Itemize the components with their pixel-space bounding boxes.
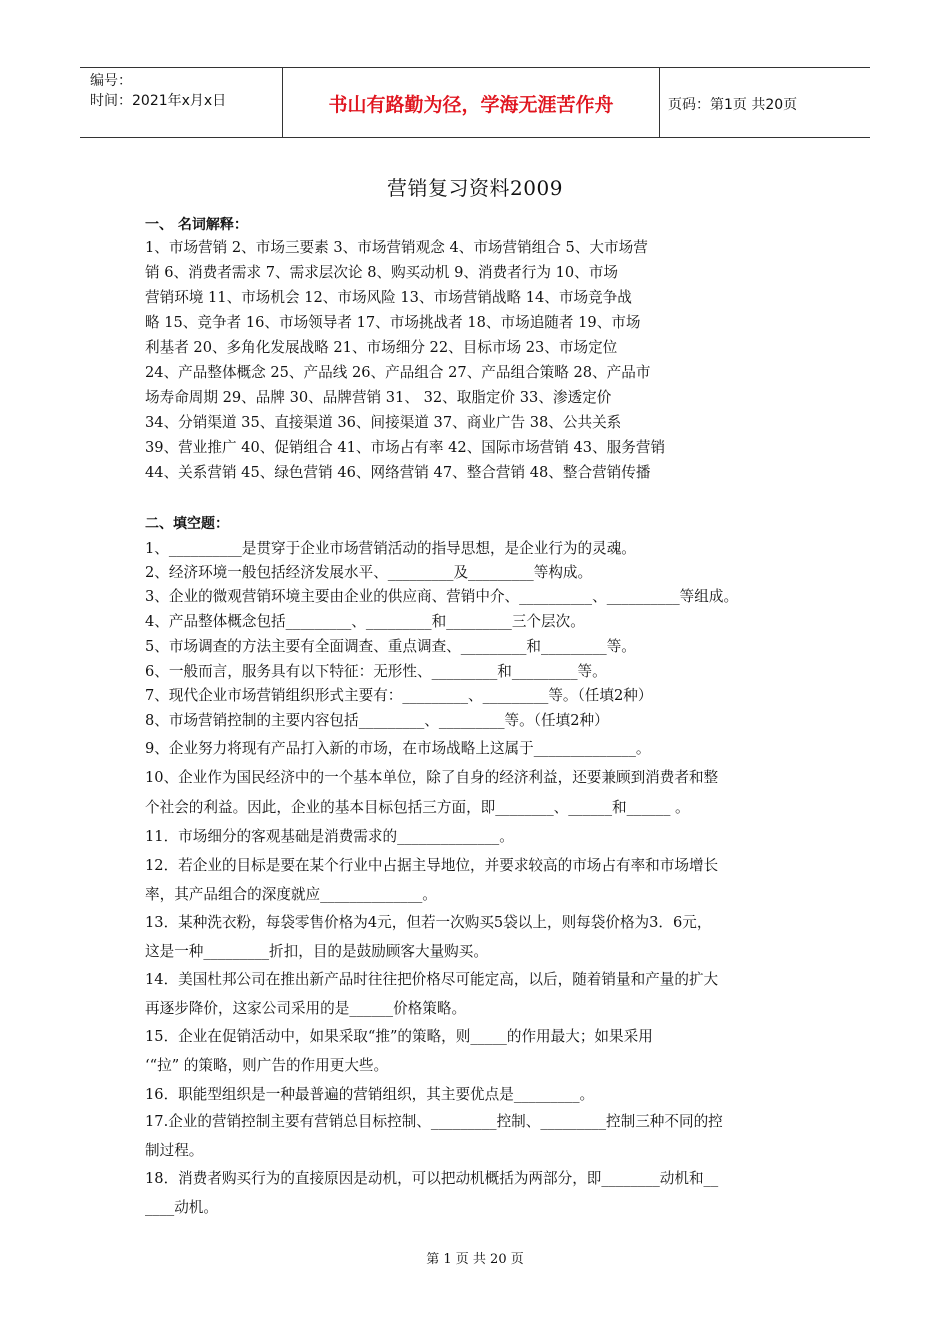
section2-line: 3、企业的微观营销环境主要由企业的供应商、营销中介、__________、__________等组成。 (145, 588, 739, 605)
page-label: 页码：第1页 共20页 (668, 97, 798, 113)
section2-line: 13．某种洗衣粉，每袋零售价格为4元，但若一次购买5袋以上，则每袋价格为3．6元， (145, 914, 712, 931)
header-table (80, 67, 870, 138)
section1-line: 44、关系营销 45、绿色营销 46、网络营销 47、整合营销 48、整合营销传播 (145, 464, 651, 481)
section1-line: 39、营业推广 40、促销组合 41、市场占有率 42、国际市场营销 43、服务营销 (145, 439, 666, 456)
serial-label: 编号： (90, 73, 132, 89)
section2-line: 8、市场营销控制的主要内容包括_________、_________等。（任填2种） (145, 712, 609, 729)
section2-line: ‘“拉” 的策略，则广告的作用更大些。 (145, 1057, 389, 1074)
section2-line: 率，其产品组合的深度就应______________。 (145, 886, 437, 903)
section1-line: 场寿命周期 29、品牌 30、品牌营销 31、 32、取脂定价 33、渗透定价 (145, 389, 612, 406)
header-meta-cell (80, 68, 280, 137)
section1-heading: 一、 名词解释： (145, 217, 248, 233)
section2-line: 再逐步降价，这家公司采用的是______价格策略。 (145, 1000, 467, 1017)
section2-line: 1、__________是贯穿于企业市场营销活动的指导思想，是企业行为的灵魂。 (145, 540, 636, 557)
section2-line: 7、现代企业市场营销组织形式主要有：_________、_________等。（任填2种） (145, 687, 653, 704)
section2-line: 5、市场调查的方法主要有全面调查、重点调查、_________和_________等。 (145, 638, 636, 655)
motto: 书山有路勤为径，学海无涯苦作舟 (328, 94, 614, 116)
header-page-cell (660, 68, 870, 137)
section1-line: 略 15、竞争者 16、市场领导者 17、市场挑战者 18、市场追随者 19、市场 (145, 314, 641, 331)
section2-line: 2、经济环境一般包括经济发展水平、_________及_________等构成。 (145, 564, 593, 581)
section2-line: 17.企业的营销控制主要有营销总目标控制、_________控制、_________控制三种不同的控 (145, 1113, 723, 1130)
section1-line: 销 6、消费者需求 7、需求层次论 8、购买动机 9、消费者行为 10、市场 (145, 264, 618, 281)
section2-line: ____动机。 (145, 1199, 218, 1216)
section1-line: 利基者 20、多角化发展战略 21、市场细分 22、目标市场 23、市场定位 (145, 339, 618, 356)
section1-line: 34、分销渠道 35、直接渠道 36、间接渠道 37、商业广告 38、公共关系 (145, 414, 622, 431)
section2-line: 18．消费者购买行为的直接原因是动机，可以把动机概括为两部分，即________动机和__ (145, 1170, 719, 1187)
section2-line: 11．市场细分的客观基础是消费需求的______________。 (145, 828, 514, 845)
section2-line: 12．若企业的目标是要在某个行业中占据主导地位，并要求较高的市场占有率和市场增长 (145, 857, 719, 874)
section2-line: 6、一般而言，服务具有以下特征：无形性、_________和_________等。 (145, 663, 607, 680)
section2-line: 14．美国杜邦公司在推出新产品时往往把价格尽可能定高，以后，随着销量和产量的扩大 (145, 971, 719, 988)
document-title: 营销复习资料2009 (387, 176, 563, 200)
section1-line: 营销环境 11、市场机会 12、市场风险 13、市场营销战略 14、市场竞争战 (145, 289, 632, 306)
section2-line: 16．职能型组织是一种最普遍的营销组织，其主要优点是_________。 (145, 1086, 595, 1103)
section2-line: 制过程。 (145, 1142, 204, 1159)
date-label: 时间：2021年x月x日 (90, 93, 227, 109)
section2-line: 10、企业作为国民经济中的一个基本单位，除了自身的经济利益，还要兼顾到消费者和整 (145, 769, 719, 786)
section2-line: 9、企业努力将现有产品打入新的市场，在市场战略上这属于______________。 (145, 740, 651, 757)
section2-line: 4、产品整体概念包括_________、_________和_________三个层次。 (145, 613, 585, 630)
header-motto-cell (282, 68, 660, 137)
section1-line: 1、市场营销 2、市场三要素 3、市场营销观念 4、市场营销组合 5、大市场营 (145, 239, 648, 256)
page-footer: 第 1 页 共 20 页 (426, 1252, 524, 1267)
section2-line: 15．企业在促销活动中，如果采取“推”的策略，则_____的作用最大；如果采用 (145, 1028, 653, 1045)
section2-line: 这是一种_________折扣，目的是鼓励顾客大量购买。 (145, 943, 488, 960)
section2-heading: 二、填空题： (145, 516, 229, 532)
section1-line: 24、产品整体概念 25、产品线 26、产品组合 27、产品组合策略 28、产品市 (145, 364, 651, 381)
section2-line: 个社会的利益。因此，企业的基本目标包括三方面，即________、______和______ 。 (145, 799, 690, 816)
